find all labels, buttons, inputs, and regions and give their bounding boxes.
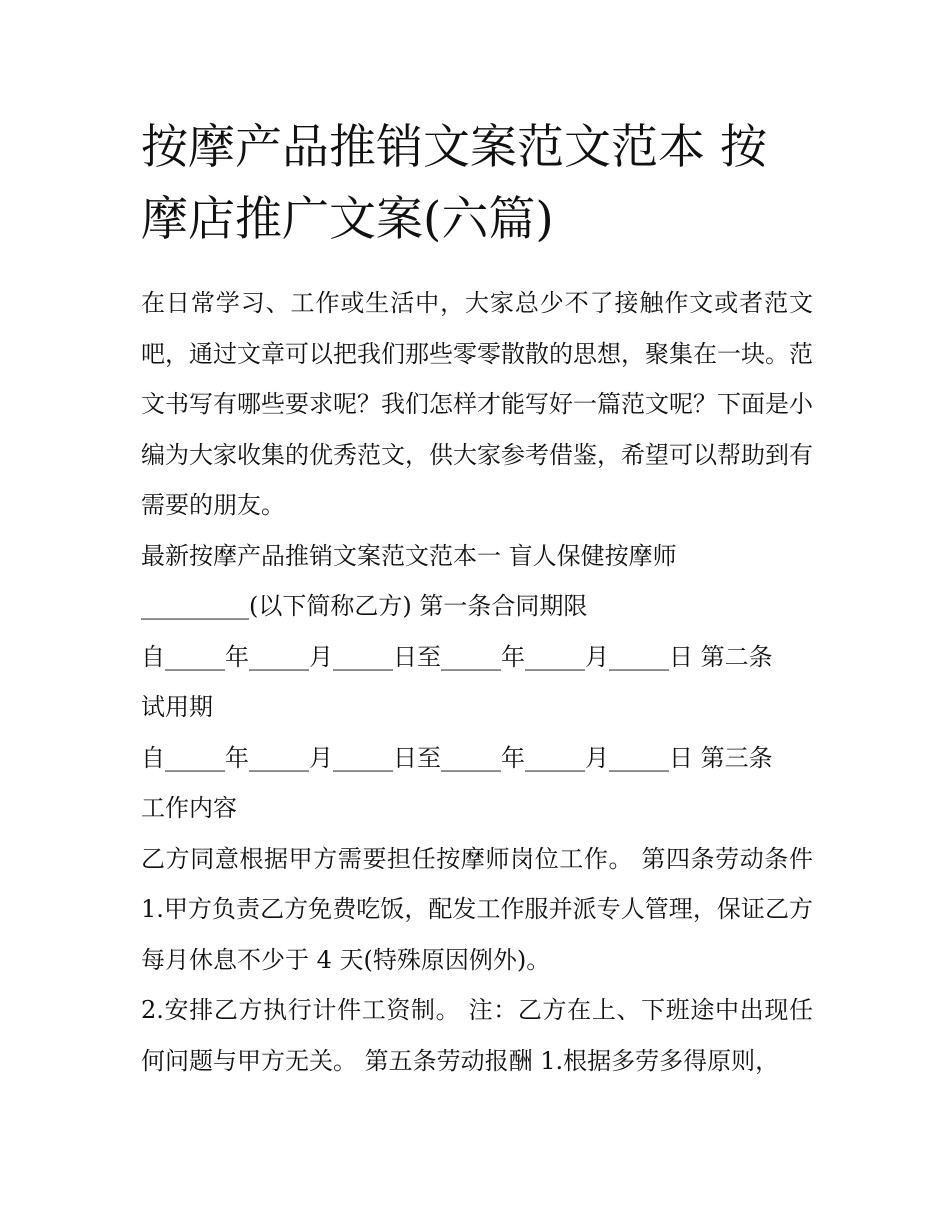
party-b-line: _________(以下简称乙方) 第一条合同期限: [141, 592, 588, 620]
intro-paragraph: 在日常学习、工作或生活中，大家总少不了接触作文或者范文吧，通过文章可以把我们那些零零散散的思想，聚集在一块。范文书写有哪些要求呢？我们怎样才能写好一篇范文呢？下面是小编为大家收集的优秀范文，供大家参考借鉴，希望可以帮助到有需要的朋友。: [141, 289, 813, 519]
probation-label: 试用期: [141, 693, 213, 721]
title-line-1: 按摩产品推销文案范文范本 按: [141, 120, 767, 175]
contract-period-line: 自_____年_____月_____日至_____年_____月_____日 第二条: [141, 642, 773, 671]
work-content-label: 工作内容: [141, 794, 237, 822]
title-line-2: 摩店推广文案(六篇): [141, 192, 554, 247]
section-heading: 最新按摩产品推销文案范文范本一 盲人保健按摩师: [141, 541, 677, 570]
probation-period-line: 自_____年_____月_____日至_____年_____月_____日 第三条: [141, 743, 773, 772]
work-conditions-paragraph: 乙方同意根据甲方需要担任按摩师岗位工作。 第四条劳动条件 1.甲方负责乙方免费吃饭，配发工作服并派专人管理，保证乙方每月休息不少于 4 天(特殊原因例外)。: [141, 844, 813, 974]
document-content: [141, 112, 813, 1086]
wage-paragraph: 2.安排乙方执行计件工资制。 注：乙方在上、下班途中出现任何问题与甲方无关。 第五条劳动报酬 1.根据多劳多得原则，: [141, 996, 813, 1075]
document-body: [141, 278, 813, 1086]
document-title: [141, 112, 813, 256]
